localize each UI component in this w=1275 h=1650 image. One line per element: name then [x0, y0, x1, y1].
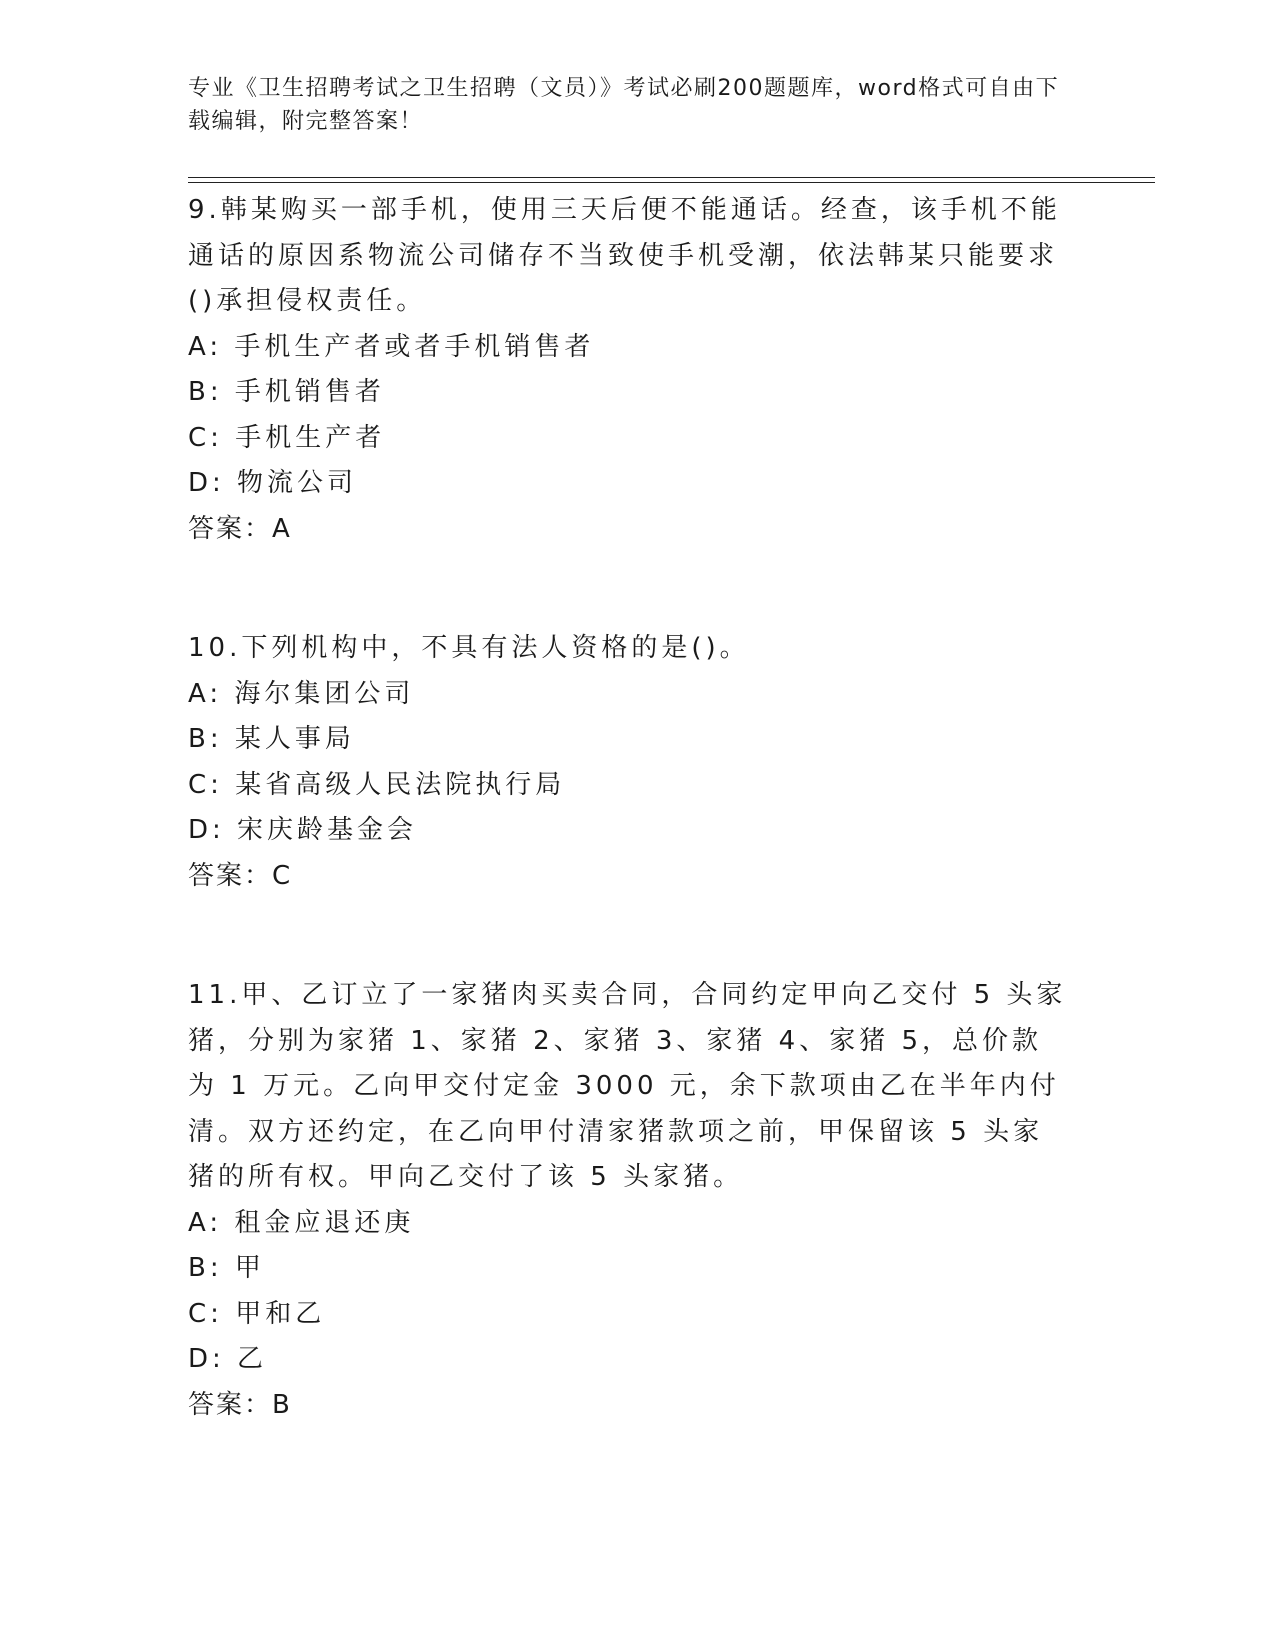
- option-text: 宋庆龄基金会: [237, 815, 418, 845]
- question-text: 韩某购买一部手机，使用三天后便不能通话。经查，该手机不能通话的原因系物流公司储存不当致使手机受潮，依法韩某只能要求()承担侵权责任。: [188, 195, 1061, 316]
- question-text: 下列机构中，不具有法人资格的是()。: [241, 633, 750, 663]
- option-d: [188, 1337, 1068, 1383]
- document-header: [188, 72, 1068, 138]
- answer-line: [188, 507, 1068, 553]
- option-key: A:: [188, 678, 223, 709]
- question-spacer: [188, 899, 1068, 973]
- option-c: [188, 1292, 1068, 1338]
- question-10: [188, 626, 1068, 899]
- answer-label: 答案：: [188, 1389, 273, 1420]
- option-d: [188, 461, 1068, 507]
- option-text: 物流公司: [237, 468, 358, 498]
- question-list: [188, 188, 1068, 1428]
- option-text: 某省高级人民法院执行局: [235, 769, 566, 800]
- option-text: 手机销售者: [234, 377, 385, 407]
- option-a: [188, 325, 1068, 371]
- option-key: D:: [188, 815, 225, 845]
- option-key: D:: [188, 1344, 225, 1374]
- question-stem: [188, 626, 1068, 672]
- option-key: D:: [188, 468, 225, 498]
- question-stem: [188, 973, 1068, 1201]
- option-a: [188, 1201, 1068, 1247]
- option-key: C:: [188, 769, 223, 800]
- option-text: 海尔集团公司: [234, 678, 415, 709]
- answer-line: [188, 1383, 1068, 1429]
- answer-value: C: [272, 860, 293, 891]
- header-divider-top: [188, 177, 1155, 178]
- answer-value: A: [272, 513, 292, 544]
- option-key: C:: [188, 422, 223, 453]
- option-text: 甲和乙: [235, 1298, 326, 1329]
- option-key: B:: [188, 724, 223, 754]
- header-divider-bottom: [188, 182, 1155, 183]
- option-text: 手机生产者: [235, 422, 386, 453]
- question-number: 10.: [188, 633, 242, 663]
- option-a: [188, 672, 1068, 718]
- question-9: [188, 188, 1068, 552]
- option-b: [188, 1246, 1068, 1292]
- option-text: 某人事局: [234, 724, 355, 754]
- option-key: B:: [188, 1253, 223, 1283]
- option-b: [188, 370, 1068, 416]
- question-11: [188, 973, 1068, 1428]
- option-c: [188, 416, 1068, 462]
- question-text: 甲、乙订立了一家猪肉买卖合同，合同约定甲向乙交付 5 头家猪，分别为家猪 1、家猪 2、家猪 3、家猪 4、家猪 5，总价款为 1 万元。乙向甲交付定金 3000 元，余下款项由乙在半年内付清。双方还约定，在乙向甲付清家猪款项之前，甲保留该 5 头家猪的所有权。甲向乙交付了该 5 头家猪。: [188, 980, 1067, 1192]
- question-stem: [188, 188, 1068, 325]
- answer-line: [188, 854, 1068, 900]
- header-text: 专业《卫生招聘考试之卫生招聘（文员）》考试必刷200题题库，word格式可自由下载编辑，附完整答案！: [188, 76, 1060, 134]
- option-c: [188, 763, 1068, 809]
- option-d: [188, 808, 1068, 854]
- question-spacer: [188, 552, 1068, 626]
- answer-label: 答案：: [188, 860, 273, 891]
- option-text: 手机生产者或者手机销售者: [234, 331, 595, 362]
- option-key: C:: [188, 1298, 223, 1329]
- option-b: [188, 717, 1068, 763]
- option-text: 乙: [237, 1344, 268, 1374]
- option-key: B:: [188, 377, 223, 407]
- option-key: A:: [188, 1207, 223, 1238]
- answer-value: B: [272, 1389, 292, 1420]
- question-number: 11.: [188, 980, 242, 1010]
- option-key: A:: [188, 331, 223, 362]
- option-text: 租金应退还庚: [234, 1207, 415, 1238]
- option-text: 甲: [234, 1253, 265, 1283]
- question-number: 9.: [188, 195, 221, 225]
- answer-label: 答案：: [188, 513, 273, 544]
